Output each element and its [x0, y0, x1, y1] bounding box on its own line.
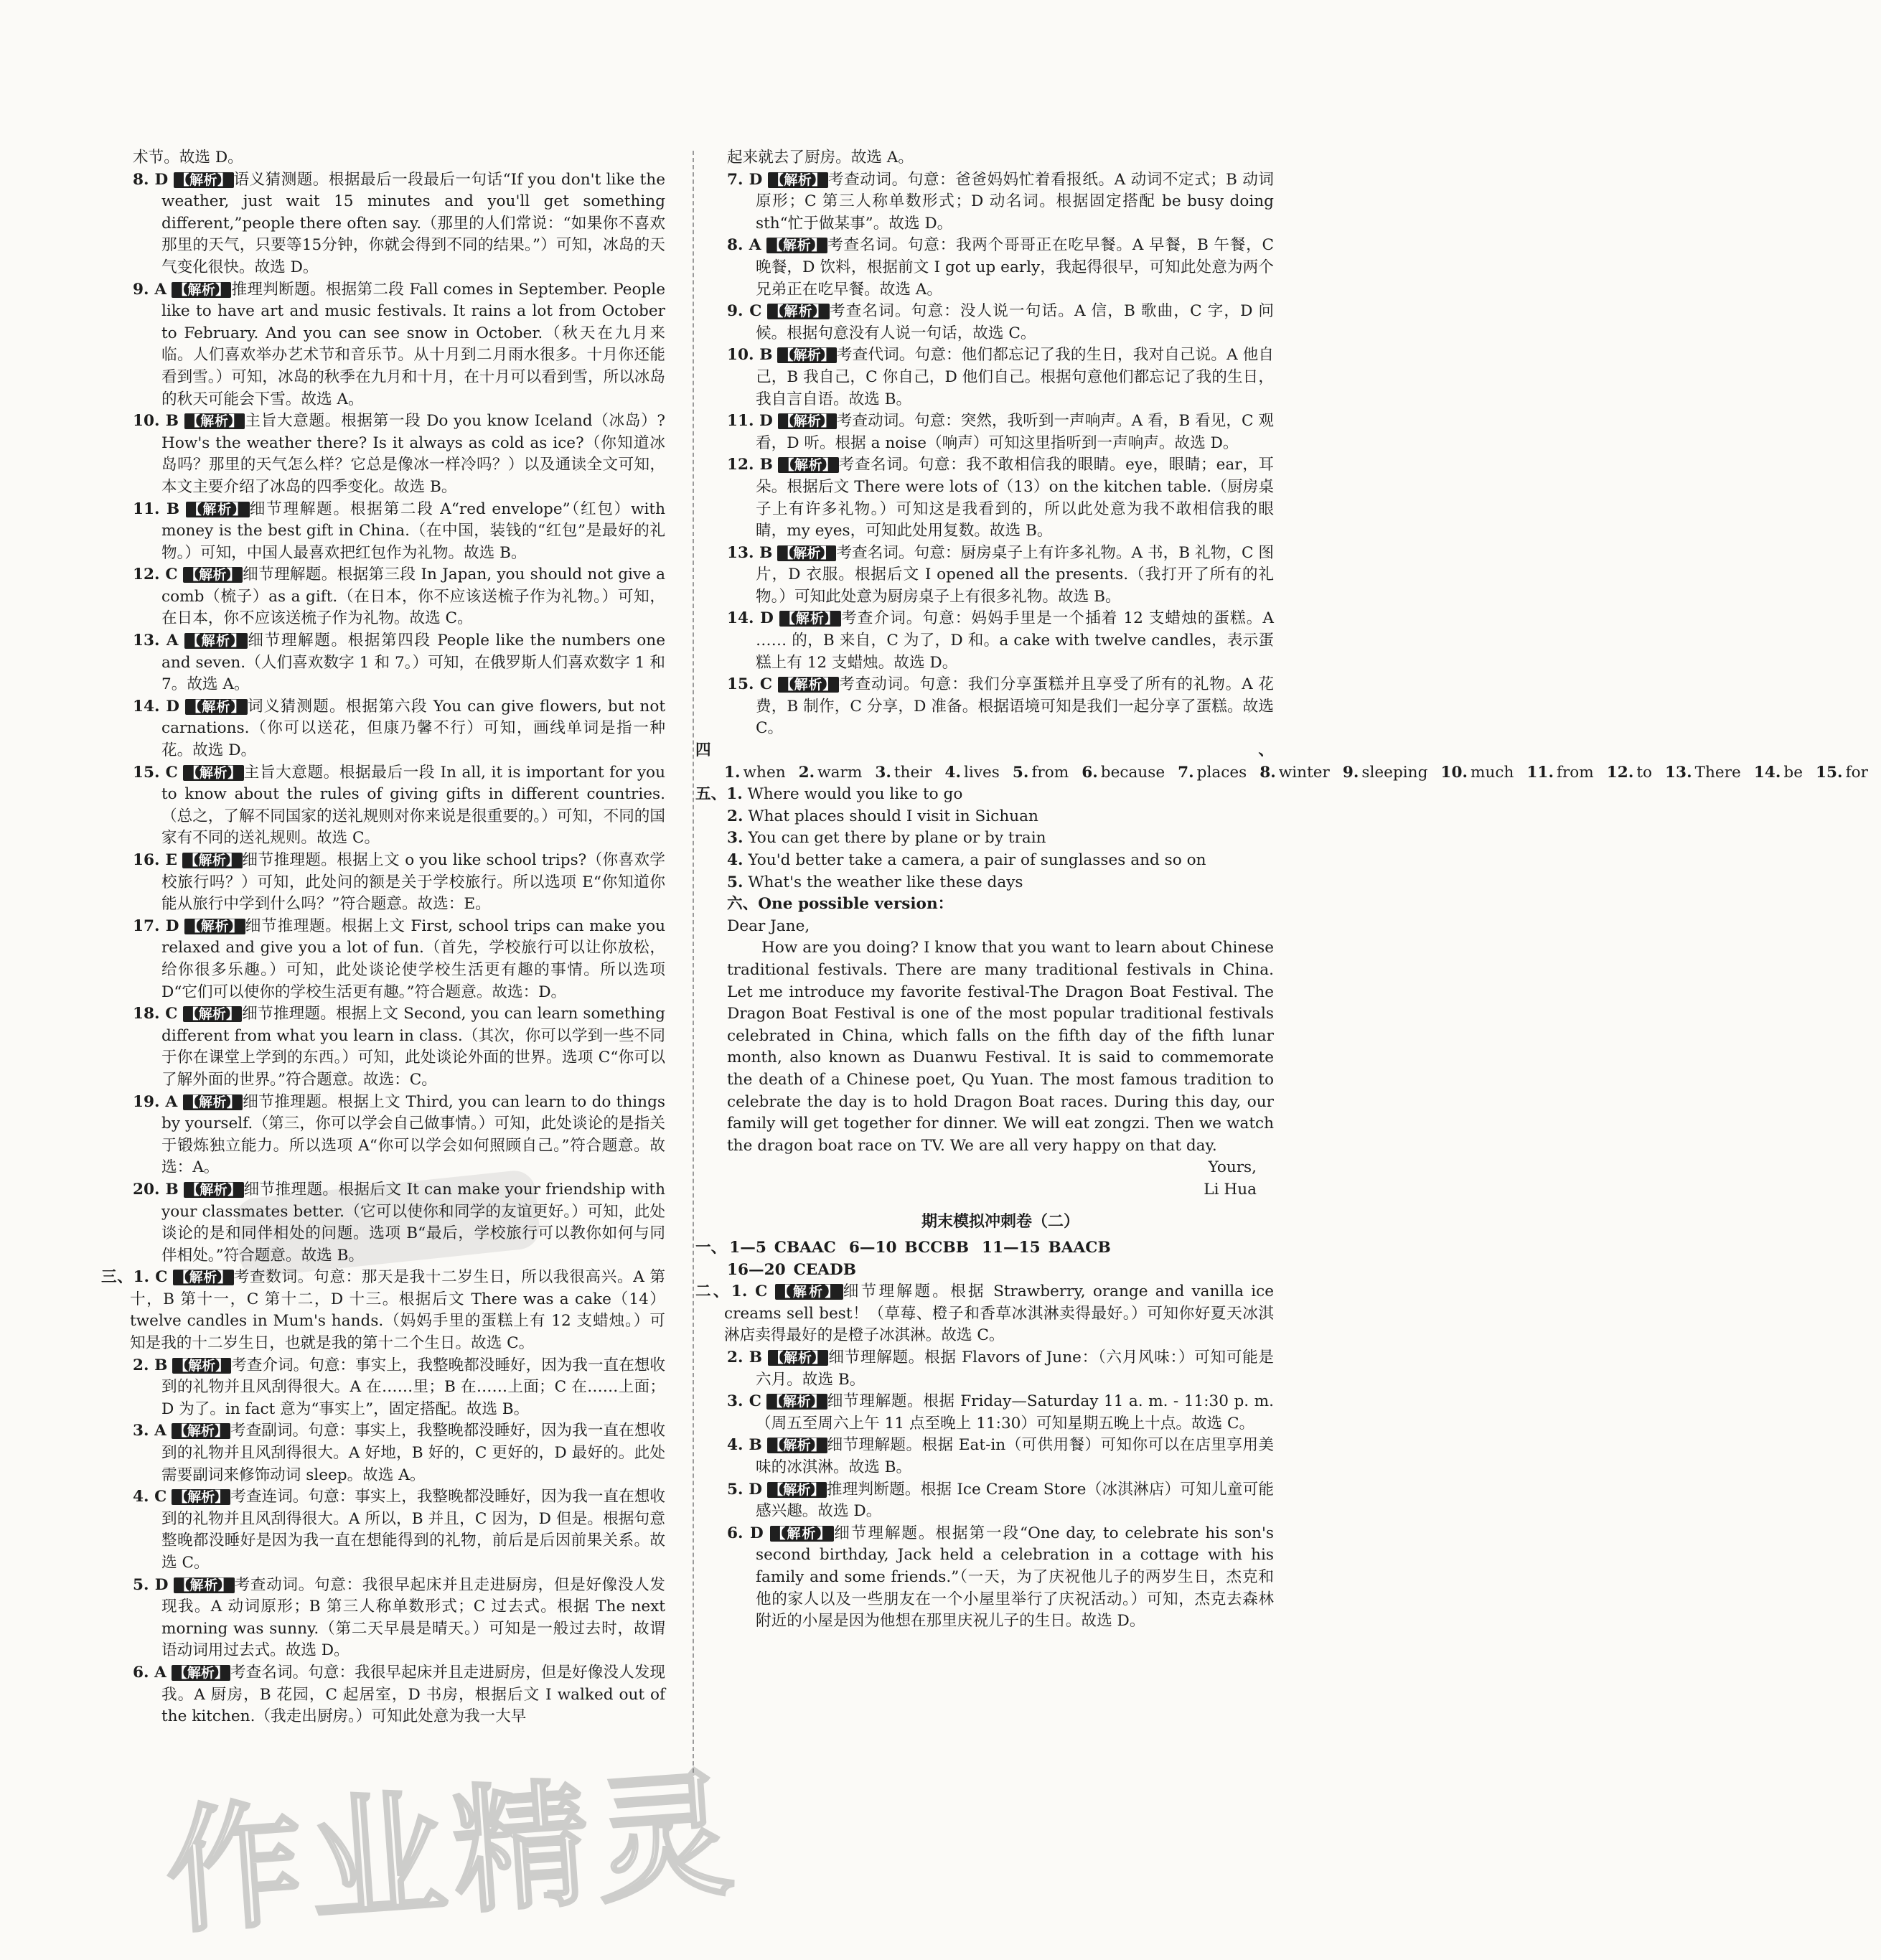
answer-item: 12. B 【解析】 考查名词。句意：我不敢相信我的眼睛。eye，眼睛；ear，耳朵。根据后文 There were lots of（13）on the kitchen table.（厨房桌子上有许多礼物。）可知这是我看到的，所以此处意为我不敢相信我的眼睛，my eyes，可知此处用复数。故选 B。: [727, 456, 1274, 540]
analysis-tag: 【解析】: [183, 765, 243, 781]
answer-item: 15. C 【解析】 主旨大意题。根据最后一段 In all, it is important for you to know about the rules of giving gifts in different countries.（总之，了解不同国家的送礼规则对你来说是很重要的。）可知，不同的国家有不同的送礼规则。故选 C。: [133, 763, 665, 848]
answer-item: 10. B 【解析】 主旨大意题。根据第一段 Do you know Iceland（冰岛）? How's the weather there? Is it always as cold as ice?（你知道冰岛吗？那里的天气怎么样？它总是像冰一样冷吗？）以及通读全文可知，本文主要介绍了冰岛的四季变化。故选 B。: [133, 412, 665, 496]
analysis-tag: 【解析】: [778, 413, 837, 429]
watermark-logo: 作业精灵: [161, 1754, 745, 1953]
analysis-tag: 【解析】: [767, 1438, 827, 1453]
analysis-tag: 【解析】: [777, 347, 837, 363]
analysis-tag: 【解析】: [184, 1182, 244, 1198]
answer-item: 5. D 【解析】 推理判断题。根据 Ice Cream Store（冰淇淋店）可知儿童可能感兴趣。故选 D。: [727, 1480, 1274, 1521]
analysis-tag: 【解析】: [778, 677, 839, 693]
answer-item: 3. A 【解析】 考查副词。句意：事实上，我整晚都没睡好，因为我一直在想收到的礼物并且风刮得很大。A 好地，B 好的，C 更好的，D 最好的。此处需要副词来修饰动词 sleep。故选 A。: [133, 1422, 665, 1484]
analysis-tag: 【解析】: [183, 567, 243, 583]
column-divider: [693, 151, 694, 1773]
answer-item: 11. D 【解析】 考查动词。句意：突然，我听到一声响声。A 看，B 看见，C 观看，D 听。根据 a noise（响声）可知这里指听到一声响声。故选 D。: [727, 412, 1274, 452]
answer-item: 4. C 【解析】 考查连词。句意：事实上，我整晚都没睡好，因为我一直在想收到的礼物并且风刮得很大。A 所以，B 并且，C 因为，D 但是。根据句意整晚都没睡好是因为我一直在想能得到的礼物，前后是后因前果关系。故选 C。: [133, 1488, 665, 1572]
left-column: [101, 147, 665, 1728]
analysis-tag: 【解析】: [184, 413, 245, 429]
answer-item: 二、1. C 【解析】 细节理解题。根据 Strawberry, orange and vanilla ice creams sell best！（草莓、橙子和香草冰淇淋卖得最好。）可知你好夏天冰淇淋店卖得最好的是橙子冰淇淋。故选 C。: [695, 1283, 1274, 1345]
answer-item: 13. B 【解析】 考查名词。句意：厨房桌子上有许多礼物。A 书，B 礼物，C 图片，D 衣服。根据后文 I opened all the presents.（我打开了所有的礼物。）可知此处意为厨房桌子上有很多礼物。故选 B。: [727, 543, 1274, 606]
answer-item: 14. D 【解析】 词义猜测题。根据第六段 You can give flowers, but not carnations.（你可以送花，但康乃馨不行）可知，画线单词是指一种花。故选 D。: [133, 697, 665, 760]
analysis-tag: 【解析】: [766, 238, 827, 253]
analysis-tag: 【解析】: [174, 172, 234, 188]
answer-item: 2. B 【解析】 细节理解题。根据 Flavors of June：（六月风味：）可知可能是六月。故选 B。: [727, 1349, 1274, 1389]
answer-item: 14. D 【解析】 考查介词。句意：妈妈手里是一个插着 12 支蜡烛的蛋糕。A …… 的，B 来自，C 为了，D 和。a cake with twelve candles，表示蛋糕上有 12 支蜡烛。故选 D。: [727, 609, 1274, 672]
answer-item: 7. D 【解析】 考查动词。句意：爸爸妈妈忙着看报纸。A 动词不定式；B 动词原形；C 第三人称单数形式；D 动名词。根据固定搭配 be busy doing sth“忙于做某事”。故选 D。: [727, 170, 1274, 233]
section-6-essay: 六、One possible version： Dear Jane, How are you doing? I know that you want to learn about Chinese traditional festivals. There are many traditional festivals in China. Let me introduce my favorite festival-The Dragon Boat Festival. The Dragon Boat Festival is one of the most popular traditional festivals celebrated in China, which falls on the fifth day of the fifth lunar month, also known as Duanwu Festival. It is said to commemorate the death of a Chinese poet, Qu Yuan. The most famous tradition to celebrate the day is to hold Dragon Boat races. During this day, our family will get together for dinner. We will eat zongzi. Then we watch the dragon boat race on TV. We are all very happy on that day. Yours, Li Hua: [727, 894, 1274, 1201]
answer-item: 19. A 【解析】 细节推理题。根据上文 Third, you can learn to do things by yourself.（第三，你可以学会自己做事情。）可知，此处谈论的是指关于锻炼独立能力。所以选项 A“你可以学会如何照顾自己。”符合题意。故选：A。: [133, 1092, 665, 1177]
answer-item: 10. B 【解析】 考查代词。句意：他们都忘记了我的生日，我对自己说。A 他自己，B 我自己，C 你自己，D 他们自己。根据句意他们都忘记了我的生日，我自言自语。故选 B。: [727, 346, 1274, 408]
essay-closing: Yours,: [1208, 1158, 1257, 1177]
answer-item: 4. B 【解析】 细节理解题。根据 Eat-in（可供用餐）可知你可以在店里享用美味的冰淇淋。故选 B。: [727, 1436, 1274, 1477]
analysis-tag: 【解析】: [775, 1284, 843, 1300]
analysis-tag: 【解析】: [172, 1423, 230, 1439]
answer-item: 16. E 【解析】 细节推理题。根据上文 o you like school trips?（你喜欢学校旅行吗？）可知，此处问的额是关于学校旅行。所以选项 E“你知道你能从旅行中学到什么吗？”符合题意。故选：E。: [133, 851, 665, 914]
analysis-tag: 【解析】: [767, 304, 830, 319]
analysis-tag: 【解析】: [183, 1094, 243, 1110]
analysis-tag: 【解析】: [174, 1577, 235, 1593]
analysis-tag: 【解析】: [173, 1270, 234, 1285]
answer-item: 9. A 【解析】 推理判断题。根据第二段 Fall comes in September. People like to have art and music festivals. It rains a lot from October to February. And you can see snow in October.（秋天在九月来临。人们喜欢举办艺术节和音乐节。从十月到二月雨水很多。十月你还能看到雪。）可知，冰岛的秋季在九月和十月，在十月可以看到雪，所以冰岛的秋天可能会下雪。故选 A。: [133, 280, 665, 408]
analysis-tag: 【解析】: [172, 282, 231, 298]
answer-item: 6. A 【解析】 考查名词。句意：我很早起床并且走进厨房，但是好像没人发现我。A 厨房，B 花园，C 起居室，D 书房，根据后文 I walked out of the kitchen.（我走出厨房。）可知此处意为我一大早: [133, 1663, 665, 1726]
analysis-tag: 【解析】: [183, 1006, 243, 1022]
analysis-tag: 【解析】: [770, 1526, 835, 1542]
analysis-tag: 【解析】: [777, 545, 836, 561]
answer-item: 11. B 【解析】 细节理解题。根据第二段 A“red envelope”（红包）with money is the best gift in China.（在中国，装钱的“红包”是最好的礼物。）可知，中国人最喜欢把红包作为礼物。故选 B。: [133, 500, 665, 562]
analysis-tag: 【解析】: [184, 919, 245, 934]
exam-2-title: 期末模拟冲刺卷（二）: [921, 1212, 1079, 1231]
analysis-tag: 【解析】: [172, 1358, 231, 1374]
essay-signature: Li Hua: [1204, 1180, 1257, 1199]
answer-item: 起来就去了厨房。故选 A。: [727, 149, 914, 167]
answer-item: 15. C 【解析】 考查动词。句意：我们分享蛋糕并且享受了所有的礼物。A 花费，B 制作，C 分享，D 准备。根据语境可知是我们一起分享了蛋糕。故选 C。: [727, 675, 1274, 738]
analysis-tag: 【解析】: [172, 1489, 230, 1505]
analysis-tag: 【解析】: [778, 457, 838, 473]
analysis-tag: 【解析】: [186, 502, 250, 517]
answer-item: 9. C 【解析】 考查名词。句意：没人说一句话。A 信，B 歌曲，C 字，D 问候。根据句意没有人说一句话，故选 C。: [727, 302, 1274, 342]
answer-item: 8. A 【解析】 考查名词。句意：我两个哥哥正在吃早餐。A 早餐，B 午餐，C 晚餐，D 饮料，根据前文 I got up early，我起得很早，可知此处意为两个兄弟正在吃早餐。故选 A。: [727, 236, 1274, 299]
answer-item: 术节。故选 D。: [133, 149, 243, 167]
section-5-answers: 五、1. Where would you like to go 2. What places should I visit in Sichuan 3. You can get there by plane or by train 4. You'd better take a camera, a pair of sunglasses and so on 5. What's the weather like these days: [695, 785, 1206, 891]
analysis-tag: 【解析】: [184, 633, 248, 649]
answer-item: 3. C 【解析】 细节理解题。根据 Friday—Saturday 11 a. m. - 11:30 p. m.（周五至周六上午 11 点至晚上 11:30）可知星期五晚上十点。故选 C。: [727, 1392, 1274, 1433]
answer-item: 17. D 【解析】 细节推理题。根据上文 First, school trips can make you relaxed and give you a lot of fun.（首先，学校旅行可以让你放松，给你很多乐趣。）可知，此处谈论使学校生活更有趣的事情。所以选项 D“它们可以使你的学校生活更有趣。”符合题意。故选：D。: [133, 916, 665, 1001]
exam-2-section-1: 一、 1—5 CBAAC 6—10 BCCBB 11—15 BAACB 16—20 CEADB: [695, 1239, 1111, 1279]
essay-body: How are you doing? I know that you want to learn about Chinese traditional festivals. There are many traditional festivals in China. Let me introduce my favorite festival-The Dragon Boat Festival. The Dragon Boat Festival is one of the most popular traditional festivals celebrated in China, which falls on the fifth day of the fifth lunar month, also known as Duanwu Festival. It is said to commemorate the death of a Chinese poet, Qu Yuan. The most famous tradition to celebrate the day is to hold Dragon Boat races. During this day, our family will get together for dinner. We will eat zongzi. Then we watch the dragon boat race on TV. We are all very happy on that day.: [727, 939, 1274, 1155]
analysis-tag: 【解析】: [185, 699, 248, 715]
analysis-tag: 【解析】: [182, 853, 242, 868]
answer-item: 6. D 【解析】 细节理解题。根据第一段“One day, to celebrate his son's second birthday, Jack held a celebration in a cottage with his family and some friends.”（一天，为了庆祝他儿子的两岁生日，杰克和他的家人以及一些朋友在一个小屋里举行了庆祝活动。）可知，杰克去森林附近的小屋是因为他想在那里庆祝儿子的生日。故选 D。: [727, 1524, 1274, 1631]
analysis-tag: 【解析】: [768, 172, 828, 188]
analysis-tag: 【解析】: [767, 1482, 827, 1498]
answer-item: 20. B 【解析】 细节推理题。根据后文 It can make your friendship with your classmates better.（它可以使你和同学的友谊更好。）可知，此处谈论的是和同伴相处的问题。选项 B“最后，学校旅行可以教你如何与同伴相处。”符合题意。故选 B。: [133, 1180, 665, 1265]
essay-greeting: Dear Jane,: [727, 916, 810, 935]
answer-item: 8. D 【解析】 语义猜测题。根据最后一段最后一句话“If you don't like the weather, just wait 15 minutes and you'll get something different,”people there often say.（那里的人们常说：“如果你不喜欢那里的天气，只要等15分钟，你就会得到不同的结果。”）可知，冰岛的天气变化很快。故选 D。: [133, 170, 665, 276]
analysis-tag: 【解析】: [779, 611, 841, 627]
analysis-tag: 【解析】: [172, 1665, 230, 1681]
section-4-answers: 四、1. when 2. warm 3. their 4. lives 5. from 6. because 7. places 8. winter 9. sleeping 10. much 11. from 12. to 13. There 14. be 15. for: [695, 741, 1868, 782]
answer-item: 12. C 【解析】 细节理解题。根据第三段 In Japan, you should not give a comb（梳子）as a gift.（在日本，你不应该送梳子作为礼物。）可知，在日本，你不应该送梳子作为礼物。故选 C。: [133, 566, 665, 628]
answer-item: 5. D 【解析】 考查动词。句意：我很早起床并且走进厨房，但是好像没人发现我。A 动词原形；B 第三人称单数形式；C 过去式。根据 The next morning was sunny.（第二天早晨是晴天。）可知是一般过去时，故谓语动词用过去式。故选 D。: [133, 1575, 665, 1660]
answer-item: 2. B 【解析】 考查介词。句意：事实上，我整晚都没睡好，因为我一直在想收到的礼物并且风刮得很大。A 在……里；B 在……上面；C 在……上面；D 为了。in fact 意为“事实上”，固定搭配。故选 B。: [133, 1356, 665, 1418]
analysis-tag: 【解析】: [766, 1394, 827, 1410]
right-column: [695, 147, 1868, 1633]
analysis-tag: 【解析】: [768, 1350, 829, 1366]
answer-item: 18. C 【解析】 细节推理题。根据上文 Second, you can learn something different from what you learn in class.（其次，你可以学到一些不同于你在课堂上学到的东西。）可知，此处谈论外面的世界。选项 C“你可以了解外面的世界。”符合题意。故选：C。: [133, 1005, 665, 1089]
answer-item: 13. A 【解析】 细节理解题。根据第四段 People like the numbers one and seven.（人们喜欢数字 1 和 7。）可知，在俄罗斯人们喜欢数字 1 和 7。故选 A。: [133, 632, 665, 694]
answer-item: 三、1. C 【解析】 考查数词。句意：那天是我十二岁生日，所以我很高兴。A 第十，B 第十一，C 第十二，D 十三。根据后文 There was a cake（14）twelve candles in Mum's hands.（妈妈手里的蛋糕上有 12 支蜡烛。）可知是我的十二岁生日，也就是我的第十二个生日。故选 C。: [101, 1268, 665, 1353]
